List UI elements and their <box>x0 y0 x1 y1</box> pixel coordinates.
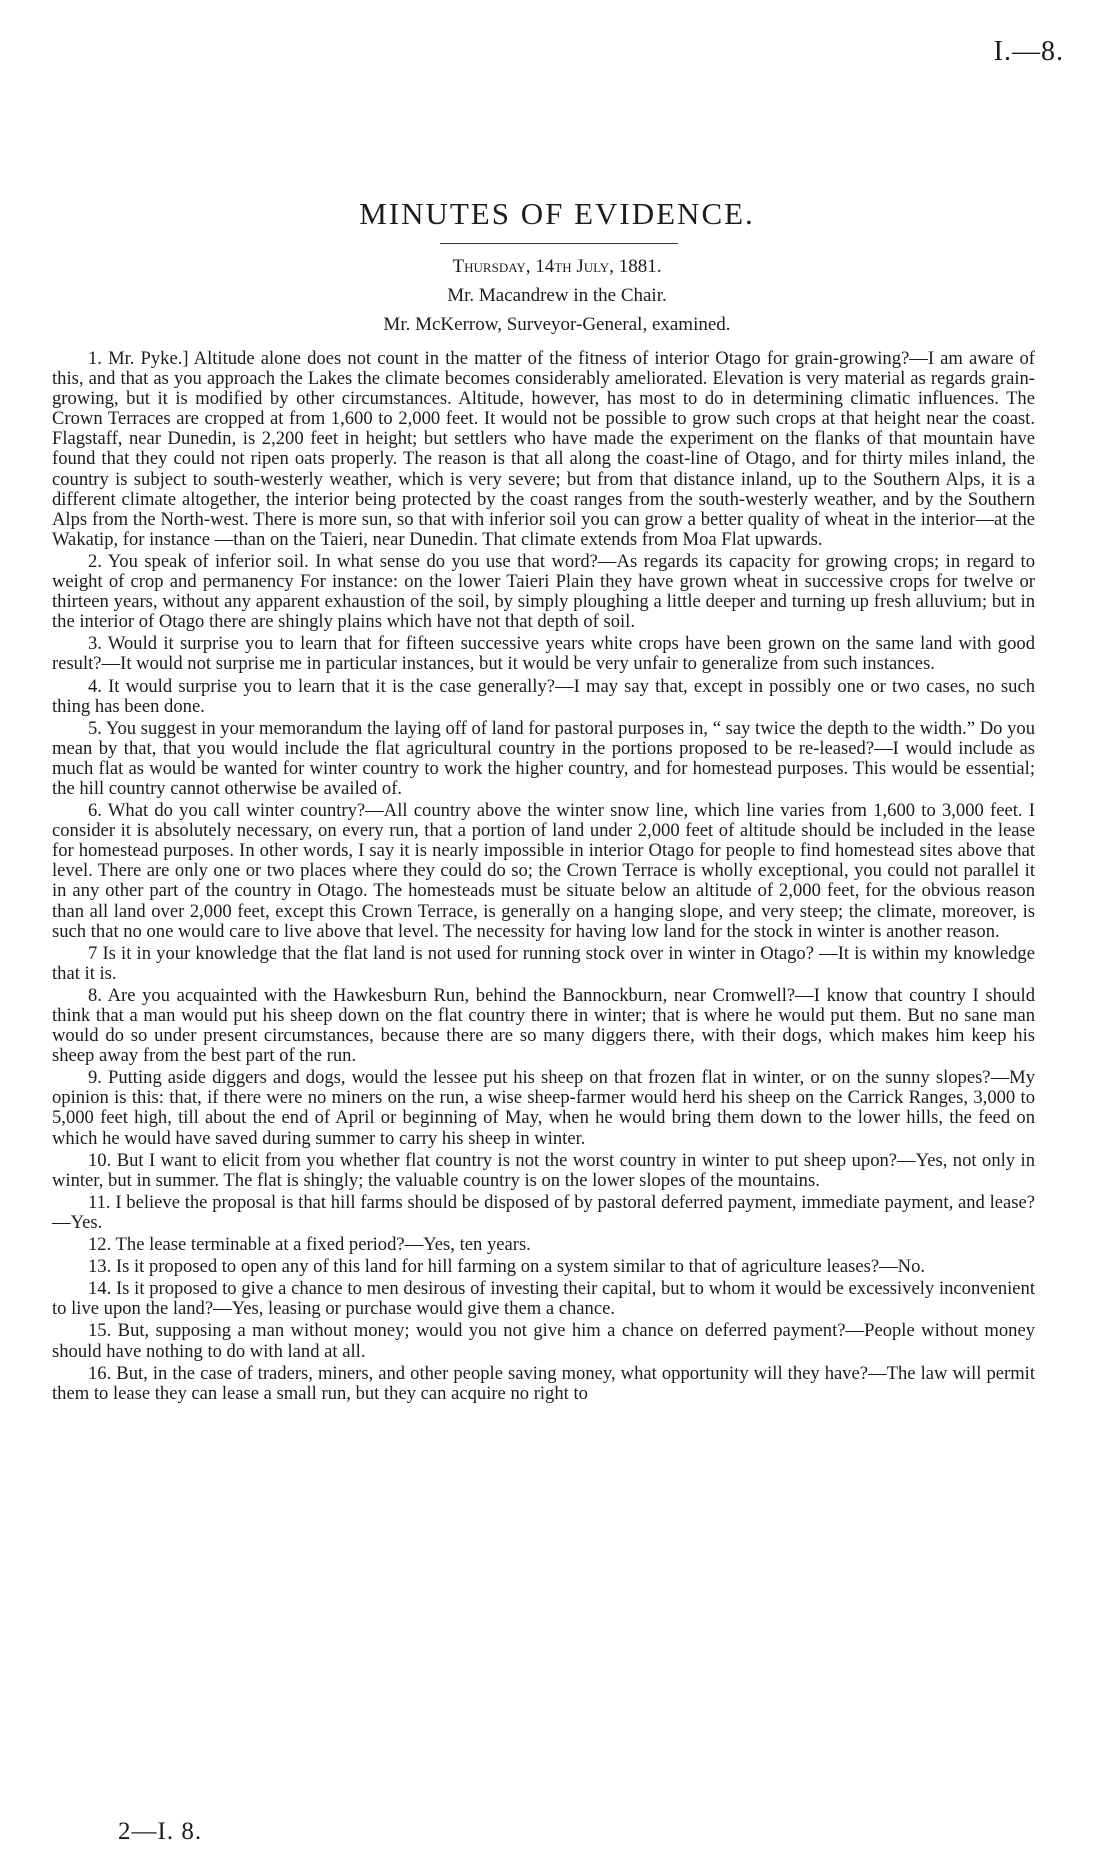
title-divider <box>440 243 678 244</box>
evidence-paragraph: 8. Are you acquainted with the Hawkesburn Run, behind the Bannockburn, near Cromwell?—I know that country I should think that a man would put his sheep down on the flat country there in winter; that is where he would put them. But no sane man would do so under present circumstances, because there are so many diggers there, with their dogs, which makes him keep his sheep away from the best part of the run. <box>52 984 1035 1067</box>
page-reference: I.—8. <box>993 36 1064 67</box>
page-title: MINUTES OF EVIDENCE. <box>359 196 755 231</box>
witness-line: Mr. McKerrow, Surveyor-General, examined. <box>383 314 731 335</box>
session-chair: Mr. Macandrew in the Chair. <box>447 285 667 306</box>
evidence-paragraph: 3. Would it surprise you to learn that for fifteen successive years white crops have been grown on the same land with good result?—It would not surprise me in particular instances, but it would be very unfair to generalize from such instances. <box>52 633 1035 675</box>
signature-mark: 2—I. 8. <box>118 1818 203 1845</box>
evidence-paragraph: 11. I believe the proposal is that hill farms should be disposed of by pastoral deferred payment, immediate payment, and lease?—Yes. <box>52 1191 1035 1233</box>
evidence-paragraph: 10. But I want to elicit from you whether flat country is not the worst country in winter to put sheep upon?—Yes, not only in winter, but in summer. The flat is shingly; the valuable country is on the lower slopes of the mountains. <box>52 1149 1035 1191</box>
evidence-paragraph: 15. But, supposing a man without money; would you not give him a chance on deferred payment?—People without money should have nothing to do with land at all. <box>52 1320 1035 1362</box>
session-date: Thursday, 14th July, 1881. <box>452 256 662 277</box>
evidence-paragraph: 13. Is it proposed to open any of this land for hill farming on a system similar to that of agriculture leases?—No. <box>88 1256 926 1278</box>
evidence-paragraph: 5. You suggest in your memorandum the laying off of land for pastoral purposes in, “ say twice the depth to the width.” Do you mean by that, that you would include the flat agricultural country in the portions proposed to be re-leased?—I would include as much flat as would be wanted for winter country to work the higher country, and for homestead purposes. This would be essential; the hill country cannot otherwise be availed of. <box>52 717 1035 799</box>
evidence-paragraph: 6. What do you call winter country?—All country above the winter snow line, which line varies from 1,600 to 3,000 feet. I consider it is absolutely necessary, on every run, that a portion of land under 2,000 feet of altitude should be included in the lease for homestead purposes. In other words, I say it is nearly impossible in interior Otago for people to find homestead sites above that level. There are only one or two places where they could do so; the Crown Terrace is wholly exceptional, you could not parallel it in any other part of the country in Otago. The homesteads must be situate below an altitude of 2,000 feet, for the obvious reason than all land over 2,000 feet, except this Crown Terrace, is generally on a hanging slope, and very steep; the climate, moreover, is such that no one would care to live above that level. The necessity for having low land for the stock in winter is another reason. <box>52 800 1035 942</box>
evidence-paragraph: 14. Is it proposed to give a chance to men desirous of investing their capital, but to whom it would be excessively inconvenient to live upon the land?—Yes, leasing or purchase would give them a chance. <box>52 1278 1035 1320</box>
evidence-paragraph: 2. You speak of inferior soil. In what sense do you use that word?—As regards its capacity for growing crops; in regard to weight of crop and permanency For instance: on the lower Taieri Plain they have grown wheat in successive crops for twelve or thirteen years, without any apparent exhaustion of the soil, by simply ploughing a little deeper and turning up fresh alluvium; but in the interior of Otago there are shingly plains which have not that depth of soil. <box>52 550 1035 633</box>
evidence-paragraph: 7 Is it in your knowledge that the flat land is not used for running stock over in winter in Otago? —It is within my knowledge that it is. <box>52 942 1035 984</box>
evidence-paragraph: 12. The lease terminable at a fixed period?—Yes, ten years. <box>88 1234 531 1256</box>
evidence-paragraph: 9. Putting aside diggers and dogs, would the lessee put his sheep on that frozen flat in winter, or on the sunny slopes?—My opinion is this: that, if there were no miners on the run, a wise sheep-farmer would herd his sheep on the Carrick Ranges, 3,000 to 5,000 feet high, till about the end of April or beginning of May, when he would bring them down to the lower hills, the feed on which he would have saved during summer to carry his sheep in winter. <box>52 1067 1035 1149</box>
evidence-paragraph: 4. It would surprise you to learn that it is the case generally?—I may say that, except in possibly one or two cases, no such thing has been done. <box>52 675 1035 717</box>
evidence-paragraph: 1. Mr. Pyke.] Altitude alone does not count in the matter of the fitness of interior Otago for grain-growing?—I am aware of this, and that as you approach the Lakes the climate becomes considerably ameliorated. Elevation is very material as regards grain-growing, but it is modified by other circumstances. Altitude, however, has most to do in determining climatic influences. The Crown Terraces are cropped at from 1,600 to 2,000 feet. It would not be possible to grow such crops at that height near the coast. Flagstaff, near Dunedin, is 2,200 feet in height; but settlers who have made the experiment on the flanks of that mountain have found that they could not ripen oats properly. The reason is that all along the coast-line of Otago, and for thirty miles inland, the country is subject to south-westerly weather, which is very severe; but from that distance inland, up to the Southern Alps, it is a different climate altogether, the interior being protected by the coast ranges from the south-westerly weather, and by the Southern Alps from the North-west. There is more sun, so that with inferior soil you can grow a better quality of wheat in the interior—at the Wakatip, for instance —than on the Taieri, near Dunedin. That climate extends from Moa Flat upwards. <box>52 348 1035 550</box>
evidence-paragraph: 16. But, in the case of traders, miners, and other people saving money, what opportunity will they have?—The law will permit them to lease they can lease a small run, but they can acquire no right to <box>52 1362 1035 1404</box>
evidence-body <box>52 349 1035 1406</box>
